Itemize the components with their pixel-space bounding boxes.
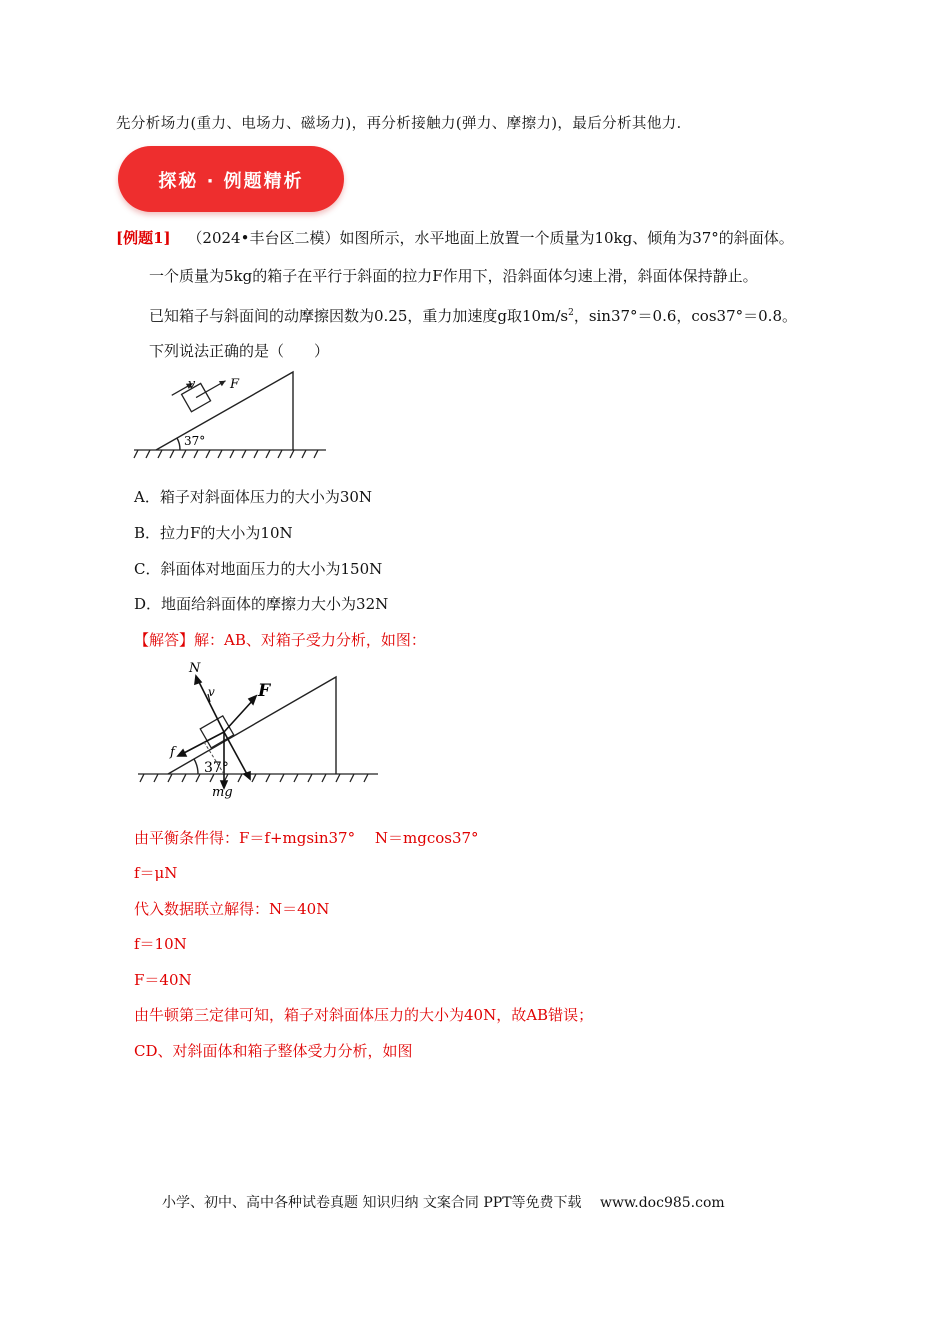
incline-2: [168, 677, 336, 774]
example-line-2: 一个质量为5kg的箱子在平行于斜面的拉力F作用下，沿斜面体匀速上滑，斜面体保持静止。: [149, 267, 758, 285]
solution-line-2: f＝μN: [134, 864, 178, 882]
pull-force-label: F: [258, 681, 271, 701]
example-tag: [例题1]: [116, 229, 171, 247]
example-line-4: 下列说法正确的是（ ）: [149, 342, 330, 360]
intro-text: 先分析场力(重力、电场力、磁场力)，再分析接触力(弹力、摩擦力)，最后分析其他力．: [116, 116, 692, 132]
answer-tag: 【解答】: [134, 631, 195, 649]
solution-line-3: 代入数据联立解得：N＝40N: [134, 900, 330, 918]
solution-line-4: f＝10N: [134, 935, 187, 953]
example-line-3: [149, 303, 797, 326]
solution-line-7: CD、对斜面体和箱子整体受力分析，如图: [134, 1042, 413, 1060]
option-a: A．箱子对斜面体压力的大小为30N: [134, 488, 373, 506]
example-line-3-main: 已知箱子与斜面间的动摩擦因数为0.25，重力加速度g取10m/s: [149, 307, 569, 325]
answer-text: 解：AB、对箱子受力分析，如图：: [194, 631, 426, 649]
option-d: D．地面给斜面体的摩擦力大小为32N: [134, 595, 389, 613]
solution-line-6: 由牛顿第三定律可知，箱子对斜面体压力的大小为40N，故AB错误；: [134, 1006, 594, 1024]
normal-force-label: N: [189, 661, 201, 676]
velocity-label-2: v: [208, 685, 215, 699]
option-c: C．斜面体对地面压力的大小为150N: [134, 560, 383, 578]
example-line-1: （2024•丰台区二模）如图所示，水平地面上放置一个质量为10kg、倾角为37°的斜面体。: [187, 229, 794, 247]
velocity-label: v: [188, 377, 196, 392]
section-banner: [118, 146, 344, 212]
example-line-3-sup: 2: [568, 308, 574, 318]
force-label: F: [230, 377, 240, 392]
example-line-3-tail: ，sin37°＝0.6，cos37°＝0.8。: [573, 307, 797, 325]
section-banner-label: 探秘 · 例题精析: [158, 171, 304, 192]
option-b: B．拉力F的大小为10N: [134, 524, 293, 542]
incline-figure: [130, 366, 330, 462]
footer-text: 小学、初中、高中各种试卷真题 知识归纳 文案合同 PPT等免费下载 www.doc985.com: [162, 1195, 725, 1211]
solution-line-1: 由平衡条件得：F＝f+mgsin37° N＝mgcos37°: [134, 829, 479, 847]
gravity-label: mg: [212, 785, 233, 800]
box: [170, 366, 230, 416]
angle-label: 37°: [184, 434, 206, 448]
ground-2: [138, 774, 378, 782]
angle-label-2: 37°: [204, 760, 229, 776]
friction-label: f: [170, 745, 175, 760]
example-question: [116, 228, 794, 248]
solution-line-5: F＝40N: [134, 971, 192, 989]
incline: [156, 372, 293, 450]
answer-heading: [134, 630, 426, 650]
ground: [134, 450, 326, 458]
force-diagram: [134, 658, 384, 800]
